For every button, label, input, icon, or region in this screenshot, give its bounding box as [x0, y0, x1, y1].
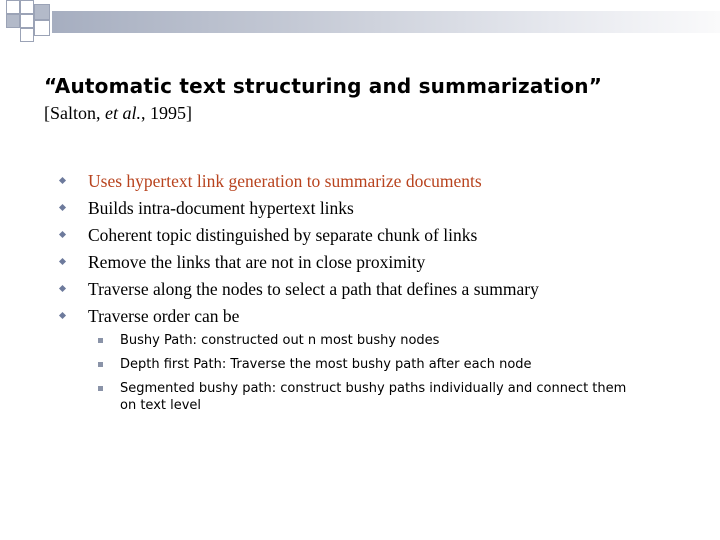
bullet-item [58, 170, 539, 197]
bullet-item [58, 305, 539, 332]
diamond-bullet-icon [59, 285, 66, 292]
sub-bullet-item [98, 332, 640, 349]
sub-bullet-text: Depth first Path: Traverse the most bushy path after each node [120, 357, 532, 372]
diamond-bullet-icon [59, 258, 66, 265]
decor-square [34, 4, 50, 20]
slide-citation [44, 103, 192, 124]
bullet-list [58, 170, 539, 332]
bullet-text: Remove the links that are not in close proximity [88, 252, 426, 272]
decor-square [20, 14, 34, 28]
bullet-item [58, 224, 539, 251]
bullet-item [58, 278, 539, 305]
diamond-bullet-icon [59, 204, 66, 211]
sub-bullet-text: Segmented bushy path: construct bushy paths individually and connect them on text level [120, 381, 627, 413]
slide-title: “Automatic text structuring and summarization” [44, 74, 603, 98]
decor-square [6, 0, 20, 14]
diamond-bullet-icon [59, 312, 66, 319]
bullet-item [58, 197, 539, 224]
header-decoration [0, 0, 720, 60]
bullet-text: Uses hypertext link generation to summarize documents [88, 171, 482, 191]
diamond-bullet-icon [59, 231, 66, 238]
square-bullet-icon [98, 338, 103, 343]
bullet-text: Builds intra-document hypertext links [88, 198, 354, 218]
citation-suffix: , 1995] [141, 103, 192, 123]
decor-square [6, 14, 20, 28]
citation-etal: et al. [105, 103, 141, 123]
decor-square [20, 28, 34, 42]
sub-bullet-text: Bushy Path: constructed out n most bushy nodes [120, 333, 440, 348]
decor-square [34, 20, 50, 36]
square-bullet-icon [98, 386, 103, 391]
bullet-text: Traverse order can be [88, 306, 240, 326]
decor-square [20, 0, 34, 14]
diamond-bullet-icon [59, 177, 66, 184]
bullet-text: Traverse along the nodes to select a path that defines a summary [88, 279, 539, 299]
header-gradient-band [52, 11, 720, 33]
sub-bullet-list [98, 332, 640, 421]
sub-bullet-item [98, 356, 640, 373]
bullet-text: Coherent topic distinguished by separate chunk of links [88, 225, 478, 245]
square-bullet-icon [98, 362, 103, 367]
bullet-item [58, 251, 539, 278]
sub-bullet-item [98, 380, 640, 414]
citation-prefix: [Salton, [44, 103, 105, 123]
